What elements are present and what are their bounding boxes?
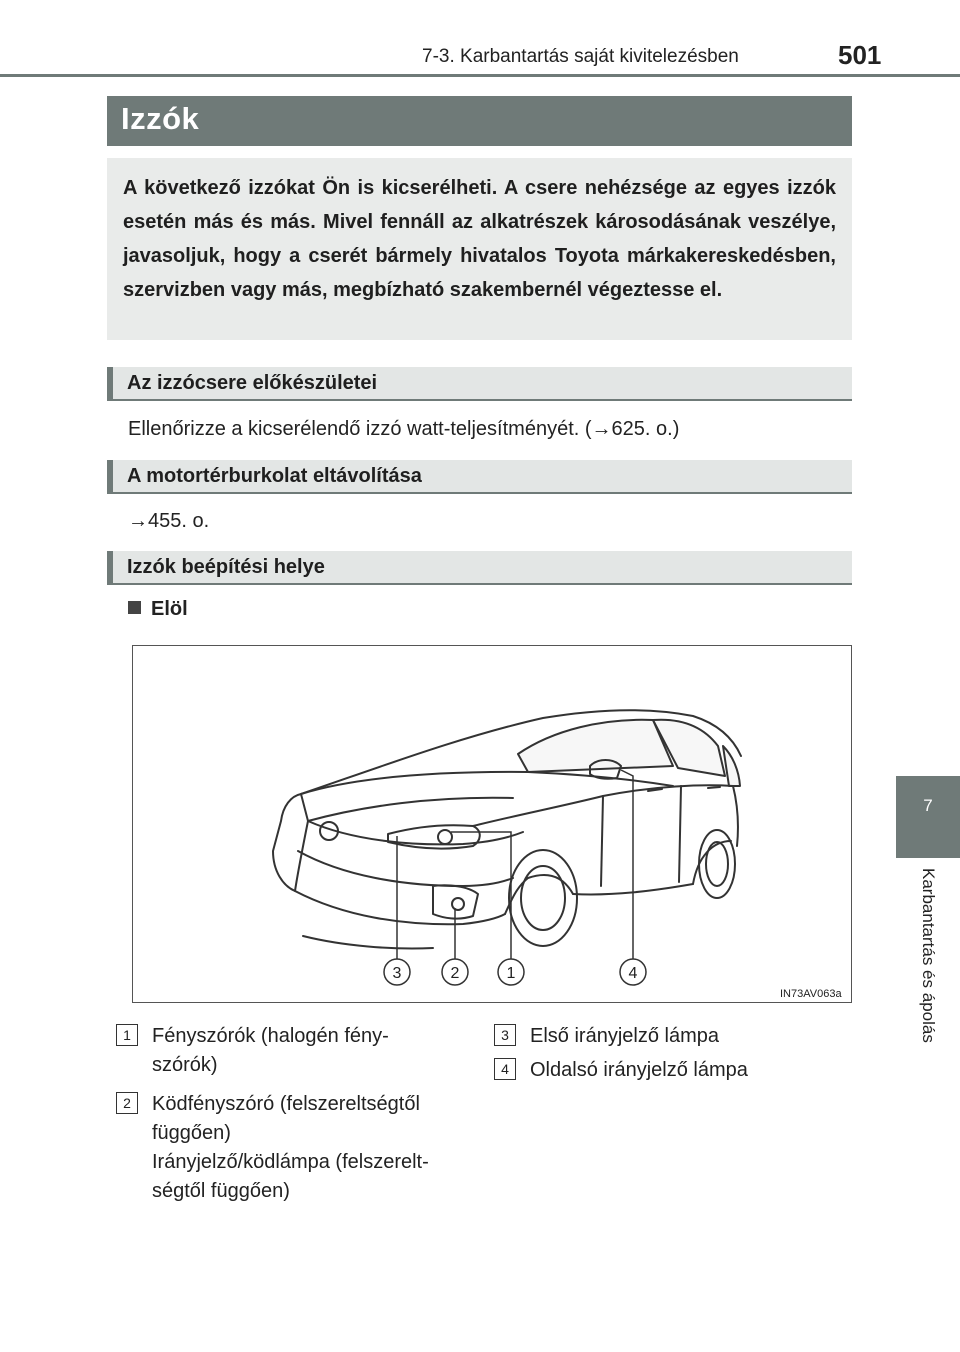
subheading-front — [128, 598, 188, 621]
legend-number: 4 — [494, 1058, 516, 1080]
legend-line: függően) — [152, 1122, 231, 1144]
car-illustration — [133, 646, 851, 1002]
page-title-bar — [107, 96, 852, 146]
callout-label-3: 3 — [392, 965, 402, 982]
section-text-engine-cover: →455. o. — [128, 510, 210, 532]
chapter-label: Karbantartás és ápolás — [919, 868, 938, 1043]
leader-line-4 — [621, 770, 633, 966]
grille-middle — [298, 851, 513, 886]
front-wheel-arch — [505, 875, 573, 914]
subheading-text: Elöl — [151, 598, 188, 620]
legend-line: Ködfényszóró (felszereltségtől — [152, 1093, 420, 1115]
legend-item-4 — [494, 1056, 748, 1085]
callout-label-1: 1 — [506, 965, 516, 982]
fog-light — [452, 898, 464, 910]
headlight-lens — [438, 830, 452, 844]
front-wheel — [509, 850, 577, 946]
front-bumper-left — [273, 794, 308, 891]
legend-item-2 — [116, 1090, 429, 1206]
rear-side-window — [723, 746, 740, 786]
legend-line: Fényszórók (halogén fény- — [152, 1025, 389, 1047]
callout-label-4: 4 — [628, 965, 638, 982]
legend-number: 2 — [116, 1092, 138, 1114]
car-front-figure — [132, 645, 852, 1003]
legend-item-1 — [116, 1022, 389, 1080]
legend-number: 1 — [116, 1024, 138, 1046]
legend-line: Első irányjelző lámpa — [530, 1025, 719, 1047]
section-heading-text: Izzók beépítési helye — [127, 556, 325, 578]
windshield — [518, 720, 673, 772]
front-splitter — [303, 936, 433, 949]
running-header: 7-3. Karbantartás saját kivitelezésben — [422, 46, 739, 67]
section-heading-engine-cover — [107, 460, 852, 494]
legend-number: 3 — [494, 1024, 516, 1046]
chapter-number: 7 — [923, 796, 933, 815]
section-heading-text: A motortérburkolat eltávolítása — [127, 465, 422, 487]
section-heading-preparation — [107, 367, 852, 401]
beltline — [473, 785, 738, 846]
page-title: Izzók — [121, 101, 200, 136]
door-handle-rear — [708, 787, 720, 788]
legend-line: Irányjelző/ködlámpa (felszerelt- — [152, 1151, 429, 1173]
intro-box: A következő izzókat Ön is kicserélheti. A csere nehézsége az egyes izzók esetén más és más. Mivel fennáll az alkatrészek károsodásának veszélye, javasoljuk, hogy a cserét bármely hivatalos Toyota márkakereskedésben, szervizben vagy más, megbízható szakembernél végeztesse el. — [107, 158, 852, 340]
door-line-front — [601, 796, 603, 886]
door-line-rear — [679, 786, 681, 882]
square-bullet-icon — [128, 601, 141, 614]
legend-item-3 — [494, 1022, 719, 1051]
chapter-tab — [896, 776, 960, 858]
page-number: 501 — [838, 40, 882, 70]
figure-code: IN73AV063a — [780, 988, 842, 1000]
chapter-side-label — [896, 868, 960, 1228]
section-heading-text: Az izzócsere előkészületei — [127, 372, 378, 394]
legend-line: ségtől függően) — [152, 1180, 290, 1202]
section-text-preparation: Ellenőrizze a kicserélendő izzó watt-teljesítményét. (→625. o.) — [128, 418, 680, 440]
hood-crease — [308, 798, 513, 821]
rear-wheel — [699, 830, 735, 898]
callout-label-2: 2 — [450, 965, 460, 982]
rear-rim — [706, 842, 728, 886]
header-rule — [0, 74, 960, 77]
legend-line: szórók) — [152, 1054, 218, 1076]
legend-line: Oldalsó irányjelző lámpa — [530, 1059, 748, 1081]
section-heading-bulb-locations — [107, 551, 852, 585]
lower-intake — [295, 891, 505, 924]
